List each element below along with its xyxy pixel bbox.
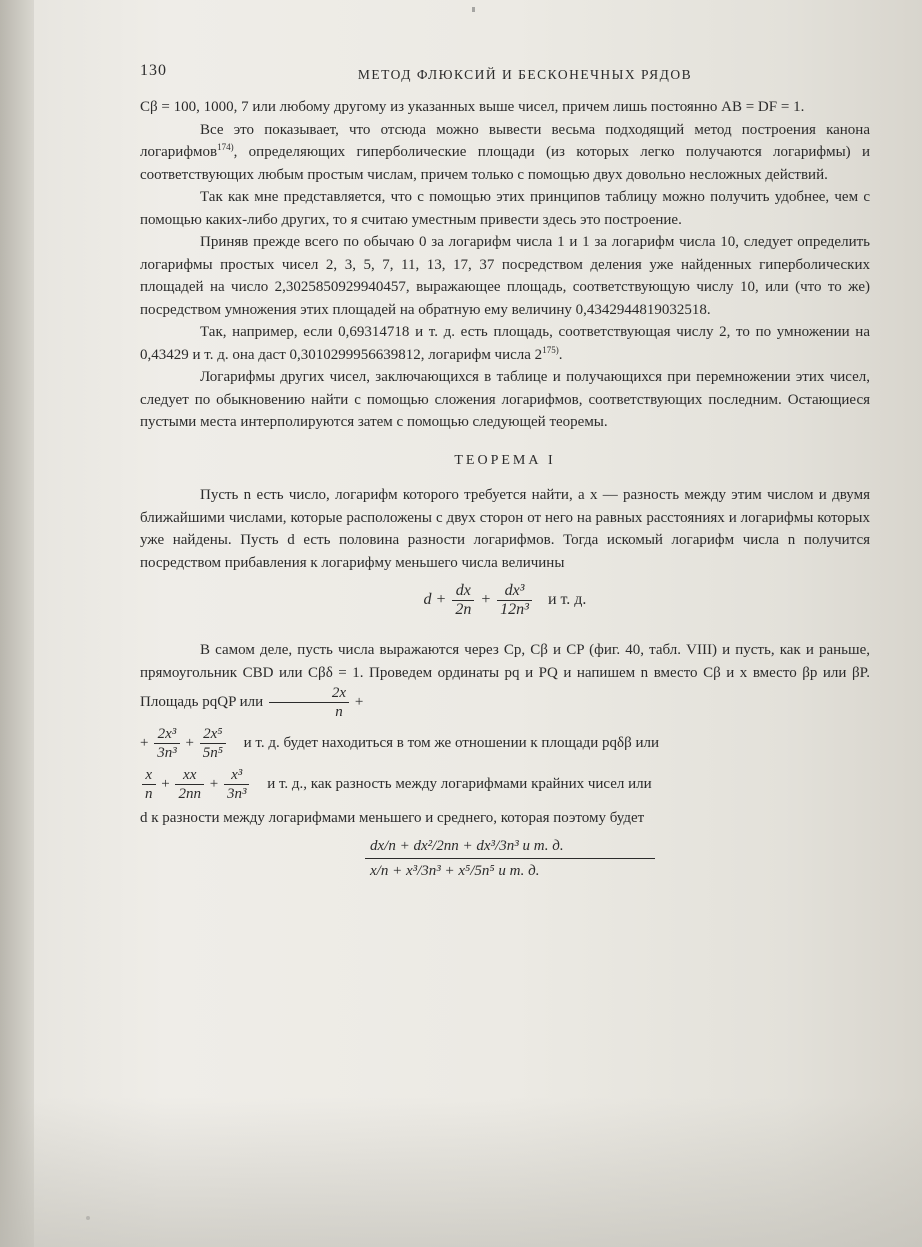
fraction-xx-2nn	[175, 766, 204, 803]
page-content	[140, 60, 870, 881]
bottom-scan-shade	[0, 1097, 922, 1247]
numerator: dx³	[497, 582, 532, 601]
fraction-2x3-3n3	[154, 725, 180, 762]
theorem-heading: ТЕОРЕМА I	[454, 452, 556, 468]
paragraph-5-text-a: Так, например, если 0,69314718 и т. д. есть площадь, соответствующая числу 2, то по умножении на 0,43429 и т. д. она даст 0,3010299956639812, логарифм числа 2	[140, 324, 870, 363]
denominator: 5n⁵	[202, 745, 223, 761]
plus-sign: +	[140, 734, 149, 751]
fraction-dx3-12n3	[497, 582, 532, 619]
page-binding-shadow	[0, 0, 34, 1247]
fraction-bar	[365, 858, 655, 859]
numerator: 2x⁵	[200, 725, 226, 744]
denominator: n	[145, 786, 153, 802]
fraction-2x-n	[269, 684, 349, 721]
paragraph-3: Так как мне представляется, что с помощью этих принципов таблицу можно получить удобнее, чем с помощью каких-либо других, то я считаю уместным привести здесь это построение.	[140, 189, 870, 228]
formula-ratio	[365, 836, 655, 881]
denominator: n	[335, 704, 343, 720]
paragraph-11: d к разности между логарифмами меньшего и среднего, которая поэтому будет	[140, 810, 645, 826]
paragraph-2-text-a: Все это показывает, что отсюда можно вывести весьма подходящий метод построения канона логарифмов	[140, 121, 870, 160]
series-log-line	[140, 766, 870, 803]
plus-sign: +	[354, 693, 364, 710]
plus-sign: +	[209, 775, 219, 792]
scan-speck	[472, 7, 475, 12]
formula-log-series	[140, 582, 870, 619]
numerator: 2x	[269, 684, 349, 703]
paragraph-2	[140, 119, 870, 187]
numerator: xx	[175, 766, 204, 785]
denominator: 2n	[455, 601, 472, 618]
paragraph-2-text-b: , определяющих гиперболические площади (из которых легко получаются логарифмы) и соответствующих любым простым числам, причем только с помощью двух довольно несложных действий.	[140, 144, 870, 183]
formula-lead: d +	[423, 591, 447, 609]
numerator: x	[142, 766, 156, 785]
denominator: 2nn	[178, 786, 201, 802]
running-title: МЕТОД ФЛЮКСИЙ И БЕСКОНЕЧНЫХ РЯДОВ	[357, 67, 693, 82]
paragraph-7: Пусть n есть число, логарифм которого требуется найти, a x — разность между этим числом и двумя ближайшими числами, которые расположены с двух сторон от него на равных расстояниях и логарифмы которых уже найдены. Пусть d есть половина разности логарифмов. Тогда искомый логарифм числа n получится посредством прибавления к логарифму меньшего числа величины	[140, 487, 870, 571]
page-number: 130	[140, 62, 167, 79]
ratio-numerator: dx/n + dx²/2nn + dx³/3n³ и т. д.	[370, 837, 564, 854]
paragraph-8	[140, 639, 870, 721]
ratio-denominator: x/n + x³/3n³ + x⁵/5n⁵ и т. д.	[370, 862, 540, 879]
numerator: 2x³	[154, 725, 180, 744]
paragraph-8-text: В самом деле, пусть числа выражаются через Cp, Cβ и CP (фиг. 40, табл. VIII) и пусть, как и раньше, прямоугольник CBD или Cβδ = 1. Проведем ординаты pq и PQ и напишем n вместо Cβ и x вместо βp или βP. Площадь pqQP или	[140, 642, 870, 710]
denominator: 3n³	[226, 786, 247, 802]
series-area-line	[140, 725, 870, 762]
running-head	[140, 60, 870, 86]
plus-sign: +	[161, 775, 170, 792]
fraction-dx-2n	[452, 582, 474, 619]
footnote-ref-175[interactable]: 175)	[542, 344, 559, 355]
footnote-ref-174[interactable]: 174)	[217, 142, 234, 152]
plus-sign: +	[480, 591, 492, 609]
paragraph-5	[140, 321, 870, 366]
fraction-x-n	[142, 766, 156, 803]
denominator: 3n³	[157, 745, 177, 761]
numerator: dx	[452, 582, 474, 601]
fraction-x3-3n3	[224, 766, 250, 803]
numerator: x³	[224, 766, 250, 785]
paragraph-4: Приняв прежде всего по обычаю 0 за логарифм числа 1 и 1 за логарифм числа 10, следует определить логарифмы простых чисел 2, 3, 5, 7, 11, 13, 17, 37 посредством деления уже найденных гиперболических площадей на число 2,3025850929940457, выражающее площадь, соответствующую числу 10, или (что то же) посредством умножения этих площадей на обратную ему величину 0,4342944819032518.	[140, 234, 870, 318]
fraction-2x5-5n5	[200, 725, 226, 762]
series-log-text: и т. д., как разность между логарифмами крайних чисел или	[267, 775, 652, 792]
series-area-text: и т. д. будет находиться в том же отношении к площади pqδβ или	[243, 734, 660, 751]
paragraph-5-text-b: .	[558, 346, 563, 363]
paragraph-6: Логарифмы других чисел, заключающихся в таблице и получающихся при перемножении этих чисел, следует по обыкновению найти с помощью сложения логарифмов, соответствующих последним. Остающиеся пустыми места интерполируются затем с помощью следующей теоремы.	[140, 369, 870, 430]
plus-sign: +	[185, 734, 194, 751]
denominator: 12n³	[500, 601, 529, 618]
paragraph-1: Cβ = 100, 1000, 7 или любому другому из указанных выше чисел, причем лишь постоянно AB = DF = 1.	[140, 99, 805, 115]
formula-tail: и т. д.	[547, 591, 587, 609]
